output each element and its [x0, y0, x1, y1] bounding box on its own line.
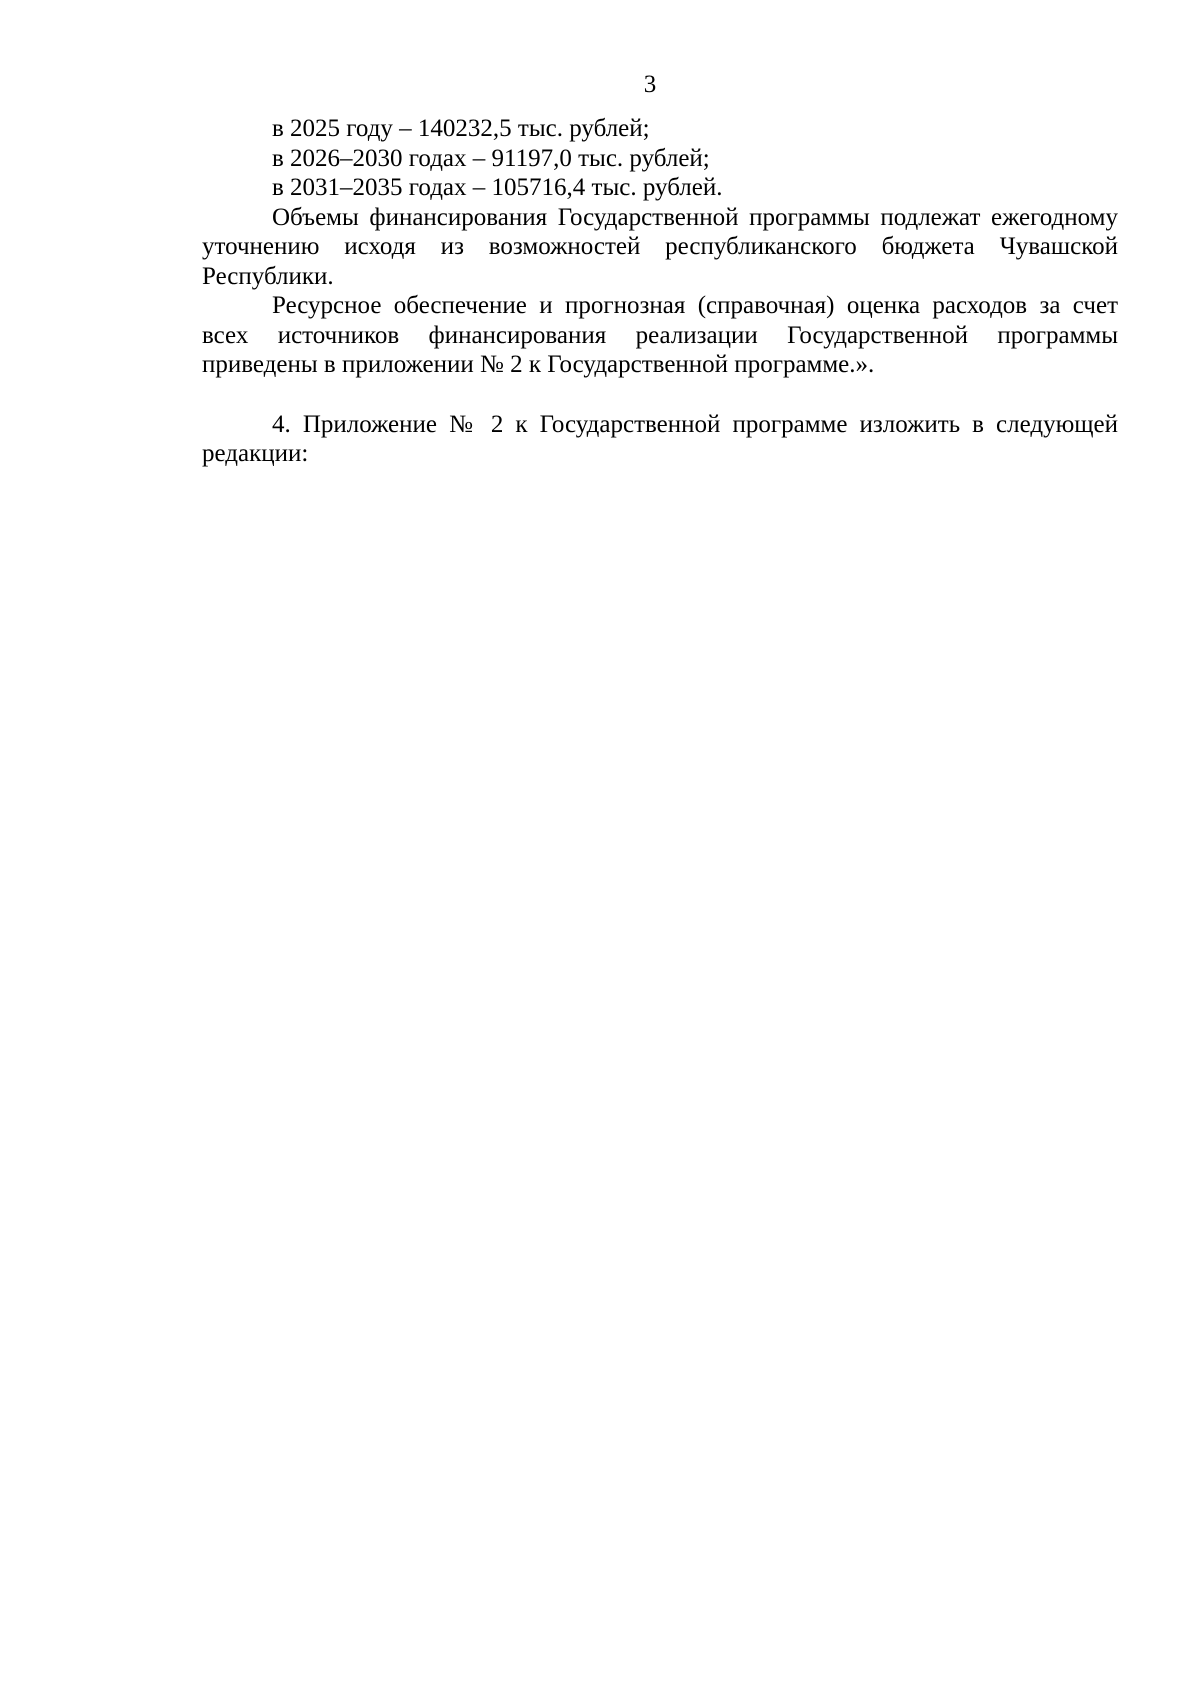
funding-line-2026-2030: в 2026–2030 годах – 91197,0 тыс. рублей;	[272, 144, 710, 172]
document-body	[202, 114, 1118, 469]
paragraph-resource-provision: Ресурсное обеспечение и прогнозная (справочная) оценка расходов за счет всех источников финансирования реализации Государственной программы приведены в приложении № 2 к Государственной программе.».	[202, 292, 1118, 378]
paragraph-item-4: 4. Приложение № 2 к Государственной программе изложить в следующей редакции:	[202, 410, 1118, 467]
page-number: 3	[643, 71, 657, 98]
funding-line-2025: в 2025 году – 140232,5 тыс. рублей;	[272, 115, 650, 142]
funding-line-2031-2035: в 2031–2035 годах – 105716,4 тыс. рублей.	[272, 174, 723, 201]
paragraph-spacer	[202, 380, 1118, 410]
paragraph-funding-volumes: Объемы финансирования Государственной программы подлежат ежегодному уточнению исходя из возможностей республиканского бюджета Чувашской Республики.	[202, 203, 1118, 290]
